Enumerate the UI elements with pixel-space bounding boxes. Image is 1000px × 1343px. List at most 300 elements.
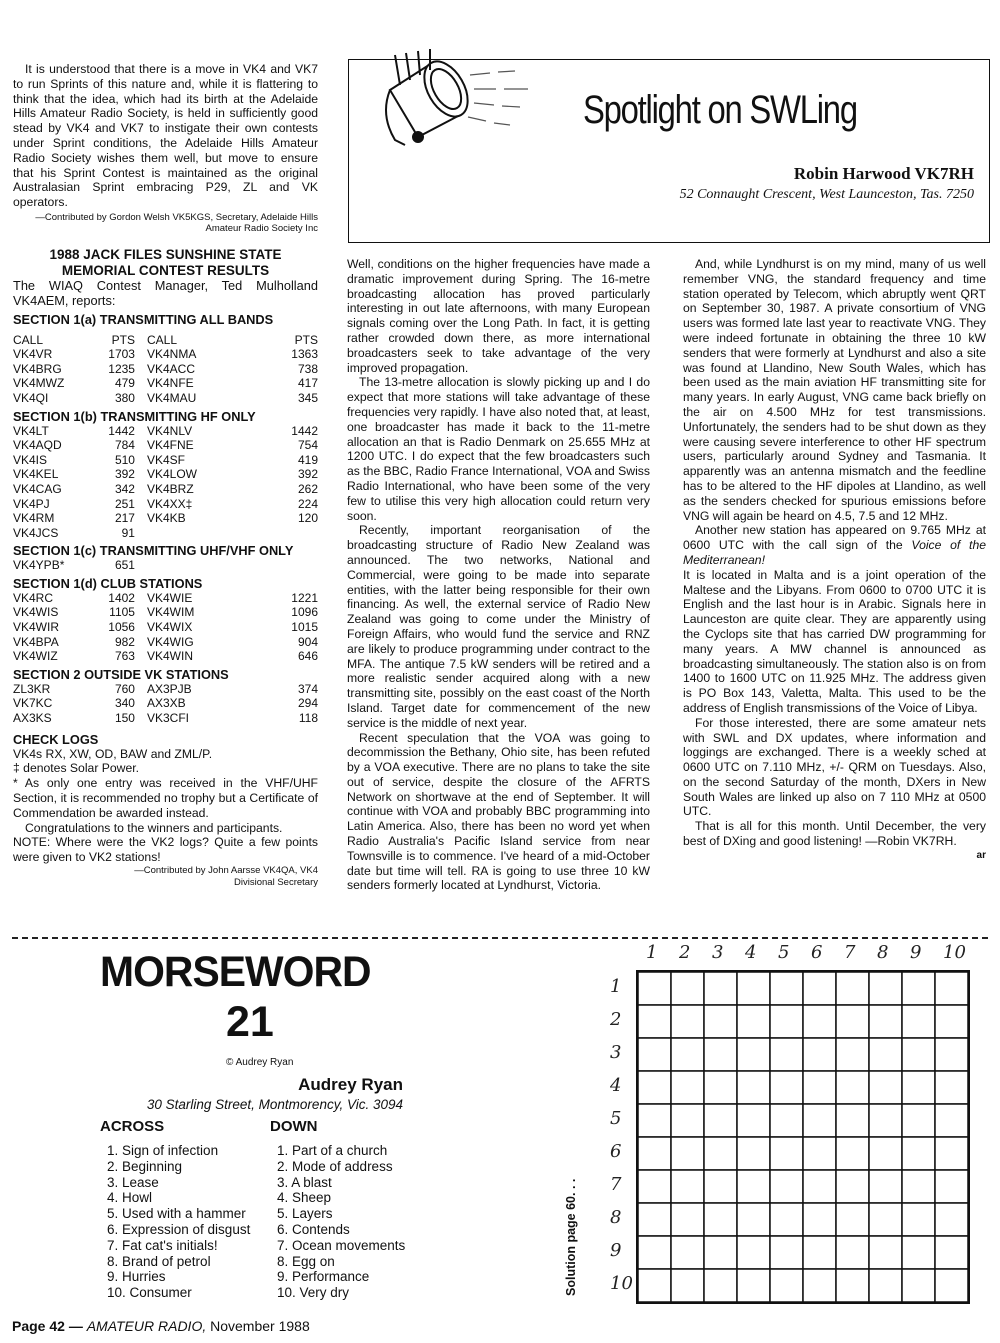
page-number: Page 42 — — [12, 1318, 87, 1334]
call-sign-cell: VK4RC — [13, 590, 54, 605]
grid-cell[interactable] — [770, 1038, 803, 1071]
check-logs-title: CHECK LOGS — [13, 731, 99, 747]
call-sign-cell: VK4QI — [13, 390, 49, 405]
call-sign-cell: VK4PJ — [13, 496, 50, 511]
morseword-author: Audrey Ryan — [298, 1075, 403, 1094]
header-call: CALL — [13, 332, 44, 347]
grid-cell[interactable] — [902, 1269, 935, 1302]
grid-cell[interactable] — [935, 1236, 968, 1269]
results-intro: The WIAQ Contest Manager, Ted Mulholland VK4AEM, reports: — [13, 277, 318, 308]
call-sign-cell: VK4FNE — [146, 438, 194, 453]
solar-note: ‡ denotes Solar Power. — [13, 761, 140, 776]
section-2-title: SECTION 2 OUTSIDE VK STATIONS — [13, 666, 229, 682]
grid-cell[interactable] — [737, 1236, 770, 1269]
note-text: NOTE: Where were the VK2 logs? Quite a few points were given to VK2 stations! — [13, 835, 318, 865]
section-1a-title: SECTION 1(a) TRANSMITTING ALL BANDS — [13, 311, 274, 327]
call-sign-cell: VK4LOW — [146, 467, 197, 482]
grid-row-number: 2 — [610, 1009, 622, 1030]
table-row — [13, 438, 318, 453]
station-name: Voice of the Mediterranean! — [683, 538, 986, 567]
table-row — [13, 362, 318, 377]
call-sign-cell: VK4WIG — [146, 634, 194, 649]
section-divider — [12, 937, 988, 939]
article-paragraph: Recently, important reorganisation of the broadcasting structure of Radio New Zealand was announced. The two networks, National and Commercial, were going to be made into separate entities, with the latter being responsible for their own financing. As well, the external service of Radio New Zealand was going to come under the Ministry of Foreign Affairs, who would fund the service and RNZ are likely to produce programming under contract to the MFA. The antique 7.5 kW senders will be retired and a more realistic sender acquired along with a new transmitting site, possibly on the east coast of the North Island. Target date for commencement of the new service is the middle of next year. — [347, 523, 650, 730]
clue-item: 1. Part of a church — [277, 1143, 388, 1158]
grid-cell[interactable] — [704, 1170, 737, 1203]
points-cell: 754 — [297, 438, 318, 453]
grid-row-number: 9 — [610, 1240, 622, 1261]
points-cell: 479 — [114, 376, 135, 391]
grid-column-number: 3 — [712, 942, 724, 963]
grid-cell[interactable] — [869, 1269, 902, 1302]
section-1d-body — [13, 591, 318, 664]
points-cell — [236, 558, 318, 573]
call-sign-cell: ZL3KR — [13, 681, 51, 696]
points-cell: 91 — [121, 525, 135, 540]
across-clues — [107, 1143, 250, 1301]
call-sign-cell: VK4IS — [13, 452, 48, 467]
grid-cell[interactable] — [671, 1137, 704, 1170]
grid-column-number: 1 — [646, 942, 658, 963]
grid-cell[interactable] — [869, 1236, 902, 1269]
grid-row-numbers — [600, 970, 636, 1300]
call-sign-cell: VK4YPB* — [13, 558, 65, 573]
grid-cell[interactable] — [704, 1203, 737, 1236]
clue-item: 5. Layers — [277, 1206, 333, 1222]
points-cell: 646 — [297, 649, 318, 664]
grid-cell[interactable] — [671, 972, 704, 1005]
grid-cell[interactable] — [737, 1104, 770, 1137]
across-title: ACROSS — [100, 1118, 165, 1135]
grid-cell[interactable] — [869, 1203, 902, 1236]
grid-column-number: 4 — [745, 942, 757, 963]
points-cell: 392 — [297, 467, 318, 482]
grid-row-number: 1 — [610, 976, 622, 997]
call-sign-cell: VK4XX‡ — [146, 496, 193, 511]
grid-cell[interactable] — [803, 1203, 836, 1236]
points-cell: 251 — [114, 496, 135, 511]
section-1c-table — [13, 558, 318, 573]
call-sign-cell: VK4MAU — [146, 390, 197, 405]
points-cell: 262 — [297, 481, 318, 496]
grid-column-number: 10 — [943, 942, 966, 963]
grid-cell[interactable] — [638, 1038, 671, 1071]
table-row — [13, 558, 318, 573]
grid-cell[interactable] — [704, 972, 737, 1005]
spotlight-address: 52 Connaught Crescent, West Launceston, Tas. 7250 — [679, 187, 974, 202]
spotlight-lamp-icon — [370, 45, 570, 155]
table-row — [13, 620, 318, 635]
grid-cell[interactable] — [770, 1071, 803, 1104]
grid-cell[interactable] — [638, 1104, 671, 1137]
grid-cell[interactable] — [671, 1170, 704, 1203]
clue-item: 3. Lease — [107, 1174, 159, 1190]
call-sign-cell: VK4WIR — [13, 620, 60, 635]
grid-cell[interactable] — [803, 1104, 836, 1137]
section-2-body — [13, 682, 318, 726]
grid-column-number: 8 — [877, 942, 889, 963]
grid-cell[interactable] — [935, 1137, 968, 1170]
section-1d-title: SECTION 1(d) CLUB STATIONS — [13, 575, 203, 591]
points-cell: 1221 — [291, 590, 318, 605]
article-paragraph: Recent speculation that the VOA was going to decommission the Bethany, Ohio site, has been refuted by a VOA executive. There are no plans to take the site out of service, despite the closure of the AFRTS Network on shortwave at the end of September. It will continue with VOA and probably BBC programming into Latin America. Also, there has been no word yet when Radio Australia's Pacific Island service from near Townsville is to commence. I've heard of a mid-October date but time will tell. RA is going to use three 10 kW senders formerly located at Lyndhurst, Victoria. — [347, 730, 650, 893]
clue-item: 1. Sign of infection — [107, 1143, 219, 1158]
section-1d-table — [13, 591, 318, 664]
table-row — [13, 591, 318, 606]
grid-row-number: 4 — [610, 1075, 622, 1096]
grid-cell[interactable] — [770, 972, 803, 1005]
call-sign-cell: AX3XB — [146, 696, 186, 711]
grid-cell[interactable] — [704, 1071, 737, 1104]
grid-cell[interactable] — [737, 1137, 770, 1170]
grid-cell[interactable] — [902, 1137, 935, 1170]
points-cell: 345 — [297, 390, 318, 405]
grid-cell[interactable] — [836, 1038, 869, 1071]
points-cell: 763 — [114, 649, 135, 664]
grid-cell[interactable] — [902, 1203, 935, 1236]
call-sign-cell: VK4BRG — [13, 361, 62, 376]
grid-row-number: 6 — [610, 1141, 622, 1162]
grid-cell[interactable] — [704, 1038, 737, 1071]
call-sign-cell: VK4WIZ — [13, 649, 58, 664]
table-row — [13, 649, 318, 664]
grid-cell[interactable] — [935, 972, 968, 1005]
middle-column — [347, 257, 650, 893]
grid-cell[interactable] — [836, 1170, 869, 1203]
copyright-line: © Audrey Ryan — [226, 1057, 294, 1068]
grid-cell[interactable] — [770, 1170, 803, 1203]
grid-cell[interactable] — [737, 1203, 770, 1236]
grid-cell[interactable] — [638, 1203, 671, 1236]
grid-cell[interactable] — [935, 1005, 968, 1038]
grid-cell[interactable] — [704, 1236, 737, 1269]
grid-cell[interactable] — [671, 1269, 704, 1302]
grid-cell[interactable] — [737, 1071, 770, 1104]
grid-cell[interactable] — [638, 1170, 671, 1203]
grid-cell[interactable] — [803, 972, 836, 1005]
morseword-address: 30 Starling Street, Montmorency, Vic. 3094 — [146, 1097, 403, 1112]
grid-cell[interactable] — [902, 1104, 935, 1137]
grid-cell[interactable] — [836, 1236, 869, 1269]
grid-cell[interactable] — [671, 1104, 704, 1137]
grid-cell[interactable] — [803, 1005, 836, 1038]
call-sign-cell: VK4BPA — [13, 634, 59, 649]
table-row — [13, 453, 318, 468]
clue-item: 7. Fat cat's initials! — [107, 1237, 218, 1253]
points-cell: 760 — [114, 681, 135, 696]
points-cell: 784 — [114, 438, 135, 453]
grid-cell[interactable] — [770, 1005, 803, 1038]
call-sign-cell — [135, 558, 236, 573]
points-cell: 1363 — [291, 347, 318, 362]
table-row — [13, 635, 318, 650]
points-cell: 294 — [297, 696, 318, 711]
section-1b-title: SECTION 1(b) TRANSMITTING HF ONLY — [13, 408, 256, 424]
star-note: * As only one entry was received in the VHF/UHF Section, it is recommended no trophy but a Certificate of Commendation be awarded instead. — [13, 776, 318, 820]
spotlight-author: Robin Harwood VK7RH — [793, 164, 974, 183]
end-mark: ar — [976, 849, 986, 861]
grid-row-number: 10 — [610, 1273, 633, 1294]
grid-cell[interactable] — [869, 1137, 902, 1170]
grid-cell[interactable] — [803, 1236, 836, 1269]
grid-cell[interactable] — [935, 1269, 968, 1302]
table-row — [13, 347, 318, 362]
intro-paragraph: It is understood that there is a move in VK4 and VK7 to run Sprints of this nature and, while it is flattering to think that the idea, which had its birth at the Adelaide Hills Amateur Radio Society, is held in sufficiently good stead by VK4 and VK7 to instigate their own contests under Sprint conditions, the Adelaide Hills Amateur Radio Society wishes them well, but move to ensure that his Sprint Contest is maintained as the original Australasian Sprint embracing P29, ZL and VK operators. — [13, 62, 318, 210]
points-cell: 224 — [297, 496, 318, 511]
article-paragraph: For those interested, there are some amateur nets with SWL and DX updates, where information and loggings are exchanged. There is a weekly sched at 0600 UTC on 7.110 MHz, +/- QRM on Tuesdays. Also, on the second Saturday of the month, DXers in New South Wales are linked up also on 7 110 MHz at 0500 UTC. — [683, 715, 986, 819]
grid-cell[interactable] — [935, 1038, 968, 1071]
grid-column-number: 6 — [811, 942, 823, 963]
grid-cell[interactable] — [836, 1269, 869, 1302]
grid-cell[interactable] — [836, 1071, 869, 1104]
grid-cell[interactable] — [869, 1038, 902, 1071]
call-sign-cell: VK4WIE — [146, 590, 193, 605]
grid-cell[interactable] — [902, 1038, 935, 1071]
call-sign-cell: VK4ACC — [146, 361, 196, 376]
grid-cell[interactable] — [671, 1005, 704, 1038]
grid-column-numbers — [638, 942, 970, 968]
grid-cell[interactable] — [737, 1269, 770, 1302]
grid-column-number: 9 — [910, 942, 922, 963]
points-cell: 1402 — [108, 590, 135, 605]
points-cell: 1442 — [108, 423, 135, 438]
grid-cell[interactable] — [836, 1137, 869, 1170]
table-row — [13, 467, 318, 482]
grid-cell[interactable] — [935, 1170, 968, 1203]
section-2-table — [13, 682, 318, 726]
clue-item: 2. Mode of address — [277, 1158, 393, 1174]
clue-item: 6. Expression of disgust — [107, 1221, 251, 1237]
points-cell: 419 — [297, 452, 318, 467]
points-cell: 118 — [298, 711, 318, 726]
grid-cell[interactable] — [902, 1236, 935, 1269]
grid-cell[interactable] — [638, 1236, 671, 1269]
call-sign-cell: VK4CAG — [13, 481, 62, 496]
points-cell: 1235 — [108, 361, 135, 376]
points-cell: 380 — [114, 390, 135, 405]
right-column — [683, 257, 986, 864]
table-row — [13, 376, 318, 391]
grid-cell[interactable] — [770, 1236, 803, 1269]
grid-cell[interactable] — [935, 1071, 968, 1104]
clue-item: 8. Egg on — [277, 1253, 335, 1269]
grid-cell[interactable] — [704, 1005, 737, 1038]
points-cell: 651 — [114, 558, 135, 573]
call-sign-cell: VK7KC — [13, 696, 53, 711]
grid-cell[interactable] — [638, 972, 671, 1005]
grid-cell[interactable] — [671, 1071, 704, 1104]
clue-item: 6. Contends — [277, 1221, 350, 1237]
call-sign-cell: VK4JCS — [13, 525, 59, 540]
grid-column-number: 5 — [778, 942, 790, 963]
article-paragraph: And, while Lyndhurst is on my mind, many of us well remember VNG, the standard frequency and time station operated by Telecom, which abruptly went QRT on September 30, 1987. A private consortium of VNG users was formed late last year to reactivate VNG. They were indeed fortunate in obtaining the three 10 kW senders that were formerly at Lyndhurst and also a site was found at Llandino, New South Wales, which has been used as the main aviation HF transmitting site for many years. In early August, VNG came back briefly on the air on 4.500 MHz for test transmissions. Unfortunately, the senders had to be shut down as they were causing severe interference to other HF spectrum users, particularly around Sydney and Tasmania. It apparently was an antenna mismatch and the feedline has to be altered to the HF dipoles at Llandino, as well as the senders checked for spurious emissions before VNG will again be heard on 4.5, 7.5 and 12 MHz. — [683, 257, 986, 523]
down-title: DOWN — [270, 1118, 318, 1135]
grid-cell[interactable] — [803, 1269, 836, 1302]
grid-row-number: 8 — [610, 1207, 622, 1228]
grid-cell[interactable] — [770, 1137, 803, 1170]
points-cell: 340 — [114, 696, 135, 711]
table-row — [13, 526, 318, 541]
call-sign-cell: VK4LT — [13, 423, 49, 438]
grid-column-number: 2 — [679, 942, 691, 963]
grid-cell[interactable] — [671, 1038, 704, 1071]
congrats-text: Congratulations to the winners and participants. — [25, 820, 283, 835]
spotlight-title: Spotlight on SWLing — [583, 88, 857, 132]
grid-cell[interactable] — [638, 1137, 671, 1170]
points-cell: 1015 — [291, 620, 318, 635]
call-sign-cell: AX3PJB — [146, 681, 192, 696]
grid-row-number: 3 — [610, 1042, 622, 1063]
grid-cell[interactable] — [836, 1104, 869, 1137]
grid-cell[interactable] — [869, 1071, 902, 1104]
grid-cell[interactable] — [869, 1104, 902, 1137]
header-pts: PTS — [111, 332, 135, 347]
points-cell: 510 — [114, 452, 135, 467]
left-column — [13, 62, 318, 888]
points-cell: 342 — [114, 481, 135, 496]
grid-cell[interactable] — [836, 972, 869, 1005]
call-sign-cell: VK4NFE — [146, 376, 194, 391]
grid-cell[interactable] — [869, 1170, 902, 1203]
grid-column-number: 7 — [844, 942, 856, 963]
table-row — [13, 605, 318, 620]
clue-item: 10. Consumer — [107, 1285, 192, 1301]
grid-cell[interactable] — [671, 1203, 704, 1236]
section-1b-table — [13, 424, 318, 541]
grid-cell[interactable] — [803, 1137, 836, 1170]
crossword-grid — [636, 970, 970, 1304]
call-sign-cell — [135, 526, 236, 541]
call-sign-cell: VK4AQD — [13, 438, 62, 453]
grid-cell[interactable] — [869, 972, 902, 1005]
grid-cell[interactable] — [803, 1071, 836, 1104]
call-sign-cell: VK4NLV — [146, 423, 193, 438]
table-row — [13, 497, 318, 512]
table-row — [13, 682, 318, 697]
grid-cell[interactable] — [737, 1038, 770, 1071]
clue-item: 4. Howl — [107, 1190, 153, 1206]
call-sign-cell: VK3CFI — [146, 711, 189, 726]
call-sign-cell: VK4NMA — [146, 347, 197, 362]
call-sign-cell: AX3KS — [13, 711, 52, 726]
results-title: 1988 JACK FILES SUNSHINE STATE MEMORIAL CONTEST RESULTS — [49, 246, 282, 278]
call-sign-cell: VK4VR — [13, 347, 53, 362]
section-1a-body — [13, 347, 318, 405]
section-1c-title: SECTION 1(c) TRANSMITTING UHF/VHF ONLY — [13, 543, 294, 559]
points-cell: 1703 — [108, 347, 135, 362]
grid-cell[interactable] — [803, 1038, 836, 1071]
clue-item: 5. Used with a hammer — [107, 1206, 246, 1222]
grid-cell[interactable] — [638, 1071, 671, 1104]
header-pts: PTS — [294, 332, 318, 347]
header-call: CALL — [146, 332, 178, 347]
article-paragraph: That is all for this month. Until December, the very best of DXing and good listening! —Robin VK7RH. — [683, 819, 986, 849]
grid-cell[interactable] — [836, 1005, 869, 1038]
call-sign-cell: VK4WIX — [146, 620, 193, 635]
morseword-title: MORSEWORD — [100, 948, 371, 996]
intro-credit: —Contributed by Gordon Welsh VK5KGS, Secretary, Adelaide Hills Amateur Radio Society Inc — [35, 211, 318, 235]
grid-cell[interactable] — [770, 1269, 803, 1302]
section-1a-table — [13, 333, 318, 406]
article-paragraph: The 13-metre allocation is slowly picking up and I do expect that more stations will take advantage of these frequencies very rapidly. I have also noted that, at least, one broadcaster has made it back to the 11-metre allocation an that is Radio Denmark on 25.655 MHz at 1200 UTC. I do expect that the few broadcasters such as the BBC, Radio France International, VOA and Swiss Radio International, who have been some of the very few to utilise this very high allocation could return very soon. — [347, 375, 650, 523]
call-sign-cell: VK4WIM — [146, 605, 195, 620]
points-cell: 1442 — [291, 423, 318, 438]
points-cell: 1096 — [291, 605, 318, 620]
morseword-number: 21 — [226, 998, 274, 1046]
grid-cell[interactable] — [704, 1137, 737, 1170]
grid-cell[interactable] — [935, 1203, 968, 1236]
points-cell: 904 — [297, 634, 318, 649]
grid-cell[interactable] — [638, 1269, 671, 1302]
grid-cell[interactable] — [737, 1005, 770, 1038]
clue-item: 9. Performance — [277, 1269, 370, 1285]
call-sign-cell: VK4KB — [146, 511, 186, 526]
check-logs-text: VK4s RX, XW, OD, BAW and ZML/P. — [13, 746, 213, 761]
grid-cell[interactable] — [935, 1104, 968, 1137]
publication-name: AMATEUR RADIO, — [86, 1318, 207, 1334]
article-paragraph: It is located in Malta and is a joint operation of the Maltese and the Libyans. From 0600 to 0700 UTC it is English and the last hour is in Arabic. Signals here in Launceston are quite clear. They are apparently using the Cyclops site that has carried DW programming for many years. A MW channel is announced as broadcasting simultaneously. The station also is on from 1400 to 1600 UTC on 11.925 MHz. The address given is PO Box 143, Valetta, Malta. This used to be the address of English transmissions of the Voice of Libya. — [683, 567, 986, 715]
grid-cell[interactable] — [902, 1005, 935, 1038]
points-cell: 392 — [114, 467, 135, 482]
table-row — [13, 424, 318, 439]
grid-cell[interactable] — [638, 1005, 671, 1038]
table-row — [13, 696, 318, 711]
down-clues — [277, 1143, 405, 1301]
grid-cell[interactable] — [836, 1203, 869, 1236]
grid-cell[interactable] — [902, 972, 935, 1005]
results-credit: —Contributed by John Aarsse VK4QA, VK4 Divisional Secretary — [134, 865, 318, 888]
grid-cell[interactable] — [737, 1170, 770, 1203]
clue-item: 7. Ocean movements — [277, 1237, 406, 1253]
points-cell — [236, 526, 318, 541]
points-cell: 120 — [297, 511, 318, 526]
clue-item: 9. Hurries — [107, 1269, 166, 1285]
grid-cell[interactable] — [704, 1104, 737, 1137]
clue-item: 4. Sheep — [277, 1190, 332, 1206]
call-sign-cell: VK4BRZ — [146, 481, 194, 496]
solution-note: Solution page 60. . . — [564, 1178, 578, 1296]
issue-date: November 1988 — [206, 1318, 310, 1334]
grid-row-number: 7 — [610, 1174, 622, 1195]
call-sign-cell: VK4WIS — [13, 605, 59, 620]
points-cell: 217 — [114, 511, 135, 526]
call-sign-cell: VK4KEL — [13, 467, 59, 482]
grid-cell[interactable] — [869, 1005, 902, 1038]
call-sign-cell: VK4WIN — [146, 649, 193, 664]
call-sign-cell: VK4RM — [13, 511, 55, 526]
grid-cell[interactable] — [770, 1104, 803, 1137]
call-sign-cell: VK4MWZ — [13, 376, 65, 391]
clue-item: 8. Brand of petrol — [107, 1253, 211, 1269]
grid-cell[interactable] — [803, 1170, 836, 1203]
clue-item: 10. Very dry — [277, 1285, 350, 1301]
article-paragraph: Well, conditions on the higher frequencies have made a dramatic improvement during Spring. The 16-metre broadcasting allocation has proved particularly interesting in out late afternoons, with many European signals coming over the Long Path. In fact, it is getting rather crowded down there, as more international broadcasters seek to take advantage of the very improved propagation. — [347, 257, 650, 375]
grid-cell[interactable] — [902, 1071, 935, 1104]
table-row — [13, 482, 318, 497]
grid-cell[interactable] — [737, 972, 770, 1005]
grid-cell[interactable] — [704, 1269, 737, 1302]
points-cell: 1105 — [109, 605, 135, 620]
grid-cell[interactable] — [902, 1170, 935, 1203]
table-row — [13, 711, 318, 726]
grid-cell[interactable] — [770, 1203, 803, 1236]
call-sign-cell: VK4SF — [146, 452, 185, 467]
points-cell: 150 — [114, 711, 135, 726]
grid-cell[interactable] — [671, 1236, 704, 1269]
points-cell: 417 — [297, 376, 318, 391]
points-cell: 1056 — [108, 620, 135, 635]
points-cell: 738 — [297, 361, 318, 376]
